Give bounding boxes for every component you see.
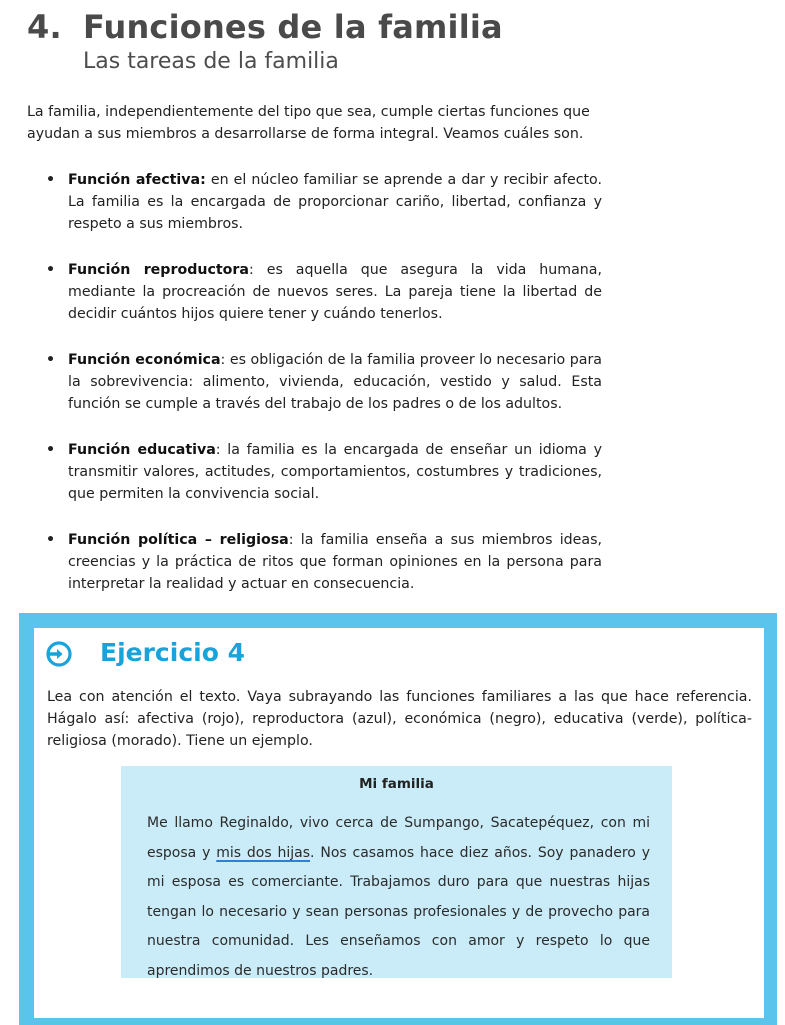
function-description: en el núcleo familiar se aprende a dar y recibir afecto. La familia es la encargada de proporcionar cariño, libertad, confianza y respeto a sus miembros. [68, 172, 603, 232]
function-description: : es aquella que asegura la vida humana, mediante la procreación de nuevos seres. La pareja tiene la libertad de decidir cuántos hijos quiere tener y cuándo tenerlos. [68, 262, 603, 322]
intro-paragraph: La familia, independientemente del tipo que sea, cumple ciertas funciones que ayudan a sus miembros a desarrollarse de forma integral. Veamos cuáles son. [27, 104, 590, 142]
page-subtitle: Las tareas de la familia [83, 49, 339, 74]
function-term: Función económica [68, 352, 221, 368]
functions-list [46, 169, 602, 619]
story-text [147, 809, 650, 987]
exercise-instructions: Lea con atención el texto. Vaya subrayando las funciones familiares a las que hace referencia. Hágalo así: afectiva (rojo), reproductora (azul), económica (negro), educativa (verde), política-religiosa (morado). Tiene un ejemplo. [47, 689, 752, 749]
page-title [27, 8, 503, 46]
list-item [46, 169, 602, 235]
bullet: • [46, 442, 56, 458]
exercise-title: Ejercicio 4 [100, 638, 245, 667]
section-title: Funciones de la familia [83, 8, 503, 46]
function-term: Función educativa [68, 442, 216, 458]
function-term: Función política – religiosa [68, 532, 289, 548]
bullet: • [46, 352, 56, 368]
list-item [46, 259, 602, 325]
section-number: 4. [27, 8, 62, 46]
list-item [46, 529, 602, 595]
bullet: • [46, 172, 56, 188]
underlined-example: mis dos hijas [216, 844, 311, 861]
list-item [46, 439, 602, 505]
function-term: Función afectiva: [68, 172, 206, 188]
list-item [46, 349, 602, 415]
story-text-before: Me llamo Reginaldo, vivo cerca de Sumpango, Sacatepéquez, con mi esposa y [147, 815, 650, 861]
function-description: : es obligación de la familia proveer lo necesario para la sobrevivencia: alimento, vivienda, educación, vestido y salud. Esta función se cumple a través del trabajo de los padres o de los adultos. [68, 352, 602, 412]
function-term: Función reproductora [68, 262, 249, 278]
function-description: : la familia es la encargada de enseñar un idioma y transmitir valores, actitudes, comportamientos, costumbres y tradiciones, que permiten la convivencia social. [68, 442, 602, 502]
arrow-right-circle-icon [46, 641, 72, 667]
story-text-after: . Nos casamos hace diez años. Soy panadero y mi esposa es comerciante. Trabajamos duro para que nuestras hijas tengan lo necesario y sean personas profesionales y de provecho para nuestra comunidad. Les enseñamos con amor y respeto lo que aprendimos de nuestros padres. [147, 844, 651, 979]
bullet: • [46, 532, 56, 548]
story-title: Mi familia [359, 776, 434, 792]
function-description: : la familia enseña a sus miembros ideas, creencias y la práctica de ritos que forman opiniones en la persona para interpretar la realidad y actuar en consecuencia. [68, 532, 602, 592]
bullet: • [46, 262, 56, 278]
